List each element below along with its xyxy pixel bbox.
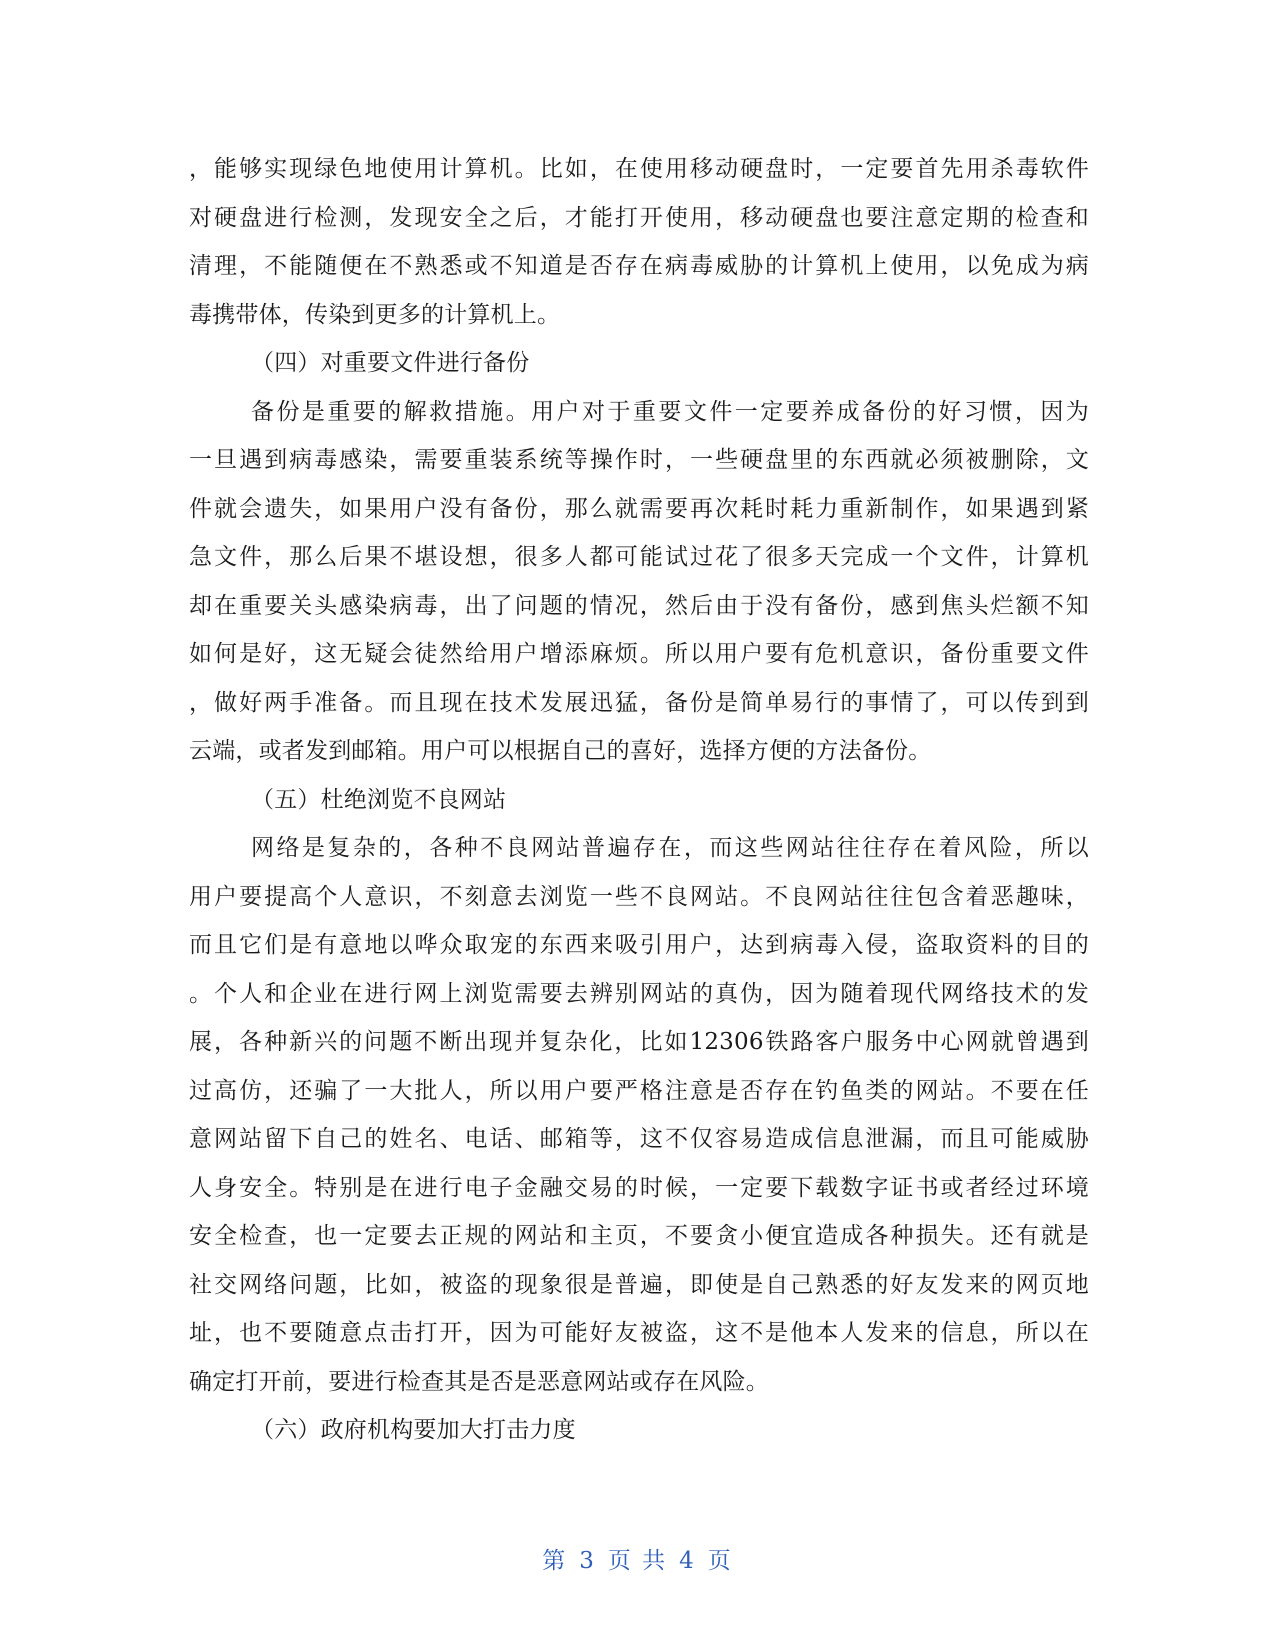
text-line: 社交网络问题，比如，被盗的现象很是普遍，即使是自己熟悉的好友发来的网页地 — [189, 1271, 1089, 1298]
text-line: 云端，或者发到邮箱。用户可以根据自己的喜好，选择方便的方法备份。 — [189, 738, 932, 764]
section-heading-5: （五）杜绝浏览不良网站 — [251, 786, 507, 813]
text-line: 而且它们是有意地以哗众取宠的东西来吸引用户，达到病毒入侵，盗取资料的目的 — [189, 932, 1089, 958]
total-pages-number: 4 — [679, 1548, 696, 1574]
text-line: 。个人和企业在进行网上浏览需要去辨别网站的真伪，因为随着现代网络技术的发 — [189, 980, 1089, 1007]
text-line: 却在重要关头感染病毒，出了问题的情况，然后由于没有备份，感到焦头烂额不知 — [189, 592, 1089, 619]
text-line: 对硬盘进行检测，发现安全之后，才能打开使用，移动硬盘也要注意定期的检查和 — [189, 204, 1089, 231]
text-line: 毒携带体，传染到更多的计算机上。 — [189, 301, 561, 328]
paragraph — [189, 824, 1089, 1406]
text-line: 展，各种新兴的问题不断出现并复杂化，比如12306铁路客户服务中心网就曾遇到 — [189, 1029, 1089, 1055]
text-line: 如何是好，这无疑会徒然给用户增添麻烦。所以用户要有危机意识，备份重要文件 — [189, 641, 1089, 667]
text-line: ，能够实现绿色地使用计算机。比如，在使用移动硬盘时，一定要首先用杀毒软件 — [189, 156, 1089, 182]
text-line: ，做好两手准备。而且现在技术发展迅猛，备份是简单易行的事情了，可以传到到 — [189, 689, 1089, 716]
text-line: 安全检查，也一定要去正规的网站和主页，不要贪小便宜造成各种损失。还有就是 — [189, 1223, 1089, 1249]
text-line: 急文件，那么后果不堪设想，很多人都可能试过花了很多天完成一个文件，计算机 — [189, 544, 1089, 570]
text-line: 一旦遇到病毒感染，需要重装系统等操作时，一些硬盘里的东西就必须被删除，文 — [189, 447, 1089, 473]
text-line: 清理，不能随便在不熟悉或不知道是否存在病毒威胁的计算机上使用，以免成为病 — [189, 253, 1089, 279]
text-line: 址，也不要随意点击打开，因为可能好友被盗，这不是他本人发来的信息，所以在 — [189, 1320, 1089, 1346]
text-line: 件就会遗失，如果用户没有备份，那么就需要再次耗时耗力重新制作，如果遇到紧 — [189, 495, 1089, 522]
page-footer — [0, 1542, 1275, 1575]
text-line: 意网站留下自己的姓名、电话、邮箱等，这不仅容易造成信息泄漏，而且可能威胁 — [189, 1126, 1089, 1152]
text-line: 过高仿，还骗了一大批人，所以用户要严格注意是否存在钓鱼类的网站。不要在任 — [189, 1077, 1089, 1104]
text-line: 备份是重要的解救措施。用户对于重要文件一定要养成备份的好习惯，因为 — [251, 398, 1089, 425]
page-body — [189, 145, 1089, 1455]
current-page-number: 3 — [579, 1548, 596, 1574]
text-line: 用户要提高个人意识，不刻意去浏览一些不良网站。不良网站往往包含着恶趣味， — [189, 883, 1089, 910]
section-heading-4: （四）对重要文件进行备份 — [251, 350, 530, 376]
text-line: 人身安全。特别是在进行电子金融交易的时候，一定要下载数字证书或者经过环境 — [189, 1174, 1089, 1201]
paragraph — [189, 388, 1089, 776]
text-line: 确定打开前，要进行检查其是否是恶意网站或存在风险。 — [189, 1368, 769, 1395]
text-line: 网络是复杂的，各种不良网站普遍存在，而这些网站往往存在着风险，所以 — [251, 835, 1089, 861]
paragraph — [189, 145, 1089, 339]
section-heading-6: （六）政府机构要加大打击力度 — [251, 1417, 576, 1443]
footer-suffix: 页 — [707, 1548, 733, 1574]
footer-middle: 页 共 — [607, 1548, 668, 1574]
footer-prefix: 第 — [542, 1548, 568, 1574]
